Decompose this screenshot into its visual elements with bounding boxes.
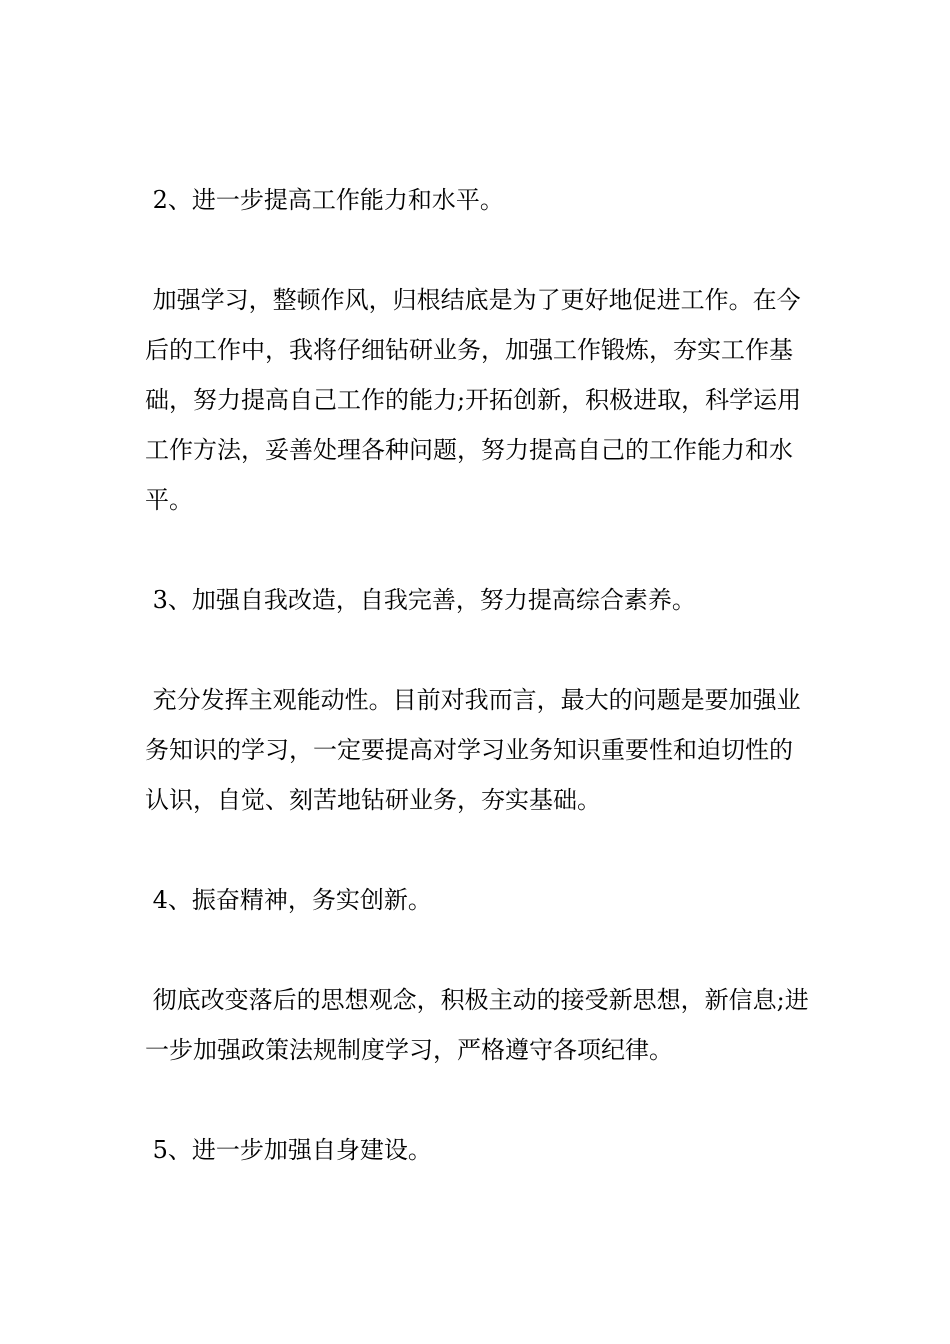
paragraph-4: 彻底改变落后的思想观念，积极主动的接受新思想，新信息;进一步加强政策法规制度学习，严格遵守各项纪律。 — [145, 986, 809, 1064]
paragraph-3: 充分发挥主观能动性。目前对我而言，最大的问题是要加强业务知识的学习，一定要提高对学习业务知识重要性和迫切性的认识，自觉、刻苦地钻研业务，夯实基础。 — [145, 686, 801, 814]
section-heading-3: 3、加强自我改造，自我完善，努力提高综合素养。 — [145, 586, 696, 614]
paragraph-2: 加强学习，整顿作风，归根结底是为了更好地促进工作。在今后的工作中，我将仔细钻研业务，加强工作锻炼，夯实工作基础，努力提高自己工作的能力;开拓创新，积极进取，科学运用工作方法，妥善处理各种问题，努力提高自己的工作能力和水平。 — [145, 286, 802, 514]
section-heading-2: 2、进一步提高工作能力和水平。 — [145, 186, 504, 214]
section-heading-5: 5、进一步加强自身建设。 — [145, 1136, 432, 1164]
section-heading-4: 4、振奋精神，务实创新。 — [145, 886, 432, 914]
